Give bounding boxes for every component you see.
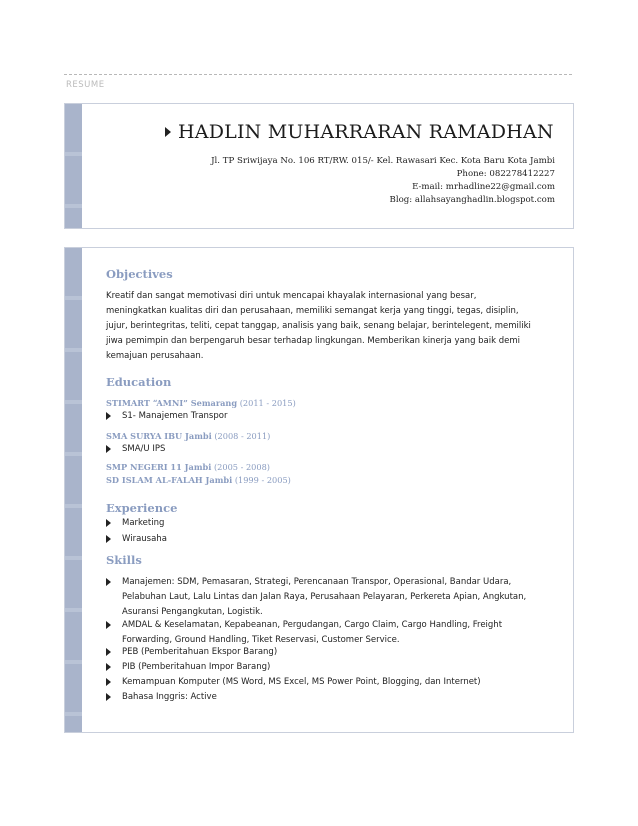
experience-item: Marketing [106, 516, 542, 531]
triangle-bullet-icon [106, 519, 111, 527]
skill-item: Bahasa Inggris: Active [106, 690, 542, 705]
skill-item: Manajemen: SDM, Pemasaran, Strategi, Perencanaan Transpor, Operasional, Bandar Udara, Pelabuhan Laut, Lalu Lintas dan Jalan Raya, Perusahaan Pelayaran, Perkereta Apian, Angkutan, Asuransi Pengangkutan, Logistik. [106, 575, 542, 620]
skills-heading: Skills [106, 553, 142, 567]
school-name: SMP NEGERI 11 Jambi [106, 462, 212, 472]
education-heading: Education [106, 375, 172, 389]
triangle-bullet-icon [106, 621, 111, 629]
objectives-line: kemajuan perusahaan. [106, 351, 204, 361]
header-stripe [65, 104, 82, 228]
experience-item: Wirausaha [106, 532, 542, 547]
triangle-bullet-icon [106, 412, 111, 420]
skill-item: PEB (Pemberitahuan Ekspor Barang) [106, 645, 542, 660]
skill-item: AMDAL & Keselamatan, Kepabeanan, Pergudangan, Cargo Claim, Cargo Handling, Freight Forwarding, Ground Handling, Tiket Reservasi, Customer Service. [106, 618, 542, 648]
triangle-bullet-icon [106, 678, 111, 686]
address: Jl. TP Sriwijaya No. 106 RT/RW. 015/- Kel. Rawasari Kec. Kota Baru Kota Jambi [211, 156, 555, 166]
school-name: STIMART “AMNI” Semarang [106, 398, 238, 408]
objectives-line: jujur, berintegritas, teliti, cepat tanggap, analisis yang baik, senang belajar, berintelegent, memiliki [106, 321, 531, 331]
triangle-bullet-icon [106, 445, 111, 453]
school-years: (2008 - 2011) [214, 431, 271, 441]
top-divider [64, 74, 572, 75]
education-school [106, 431, 270, 441]
skill-item: Kemampuan Komputer (MS Word, MS Excel, MS Power Point, Blogging, dan Internet) [106, 675, 542, 690]
name-row [165, 121, 554, 143]
school-years: (2011 - 2015) [239, 398, 296, 408]
major-text: S1- Manajemen Transpor [122, 411, 228, 421]
triangle-bullet-icon [106, 693, 111, 701]
email: E-mail: mrhadline22@gmail.com [412, 182, 555, 192]
triangle-bullet-icon [165, 127, 171, 137]
triangle-bullet-icon [106, 648, 111, 656]
experience-heading: Experience [106, 501, 178, 515]
phone: Phone: 082278412227 [456, 169, 555, 179]
school-years: (1999 - 2005) [234, 475, 291, 485]
education-school [106, 462, 270, 472]
education-major [106, 442, 542, 457]
education-school [106, 398, 296, 408]
objectives-line: Kreatif dan sangat memotivasi diri untuk mencapai khayalak internasional yang besar, [106, 291, 477, 301]
school-years: (2005 - 2008) [213, 462, 271, 472]
major-text: SMA/U IPS [122, 444, 166, 454]
school-name: SD ISLAM AL-FALAH Jambi [106, 475, 233, 485]
school-name: SMA SURYA IBU Jambi [106, 431, 212, 441]
objectives-heading: Objectives [106, 267, 173, 281]
objectives-line: meningkatkan kualitas diri dan perusahaan, memiliki semangat kerja yang tinggi, tegas, disiplin, [106, 306, 519, 316]
blog: Blog: allahsayanghadlin.blogspot.com [389, 195, 555, 205]
body-stripe [65, 248, 82, 732]
triangle-bullet-icon [106, 535, 111, 543]
education-major [106, 409, 542, 424]
education-school [106, 475, 291, 485]
triangle-bullet-icon [106, 663, 111, 671]
objectives-line: jiwa pemimpin dan berpengaruh besar terhadap lingkungan. Memberikan kinerja yang baik demi [106, 336, 521, 346]
triangle-bullet-icon [106, 578, 111, 586]
applicant-name: HADLIN MUHARRARAN RAMADHAN [178, 121, 554, 143]
skill-item: PIB (Pemberitahuan Impor Barang) [106, 660, 542, 675]
resume-label: RESUME [66, 80, 105, 90]
